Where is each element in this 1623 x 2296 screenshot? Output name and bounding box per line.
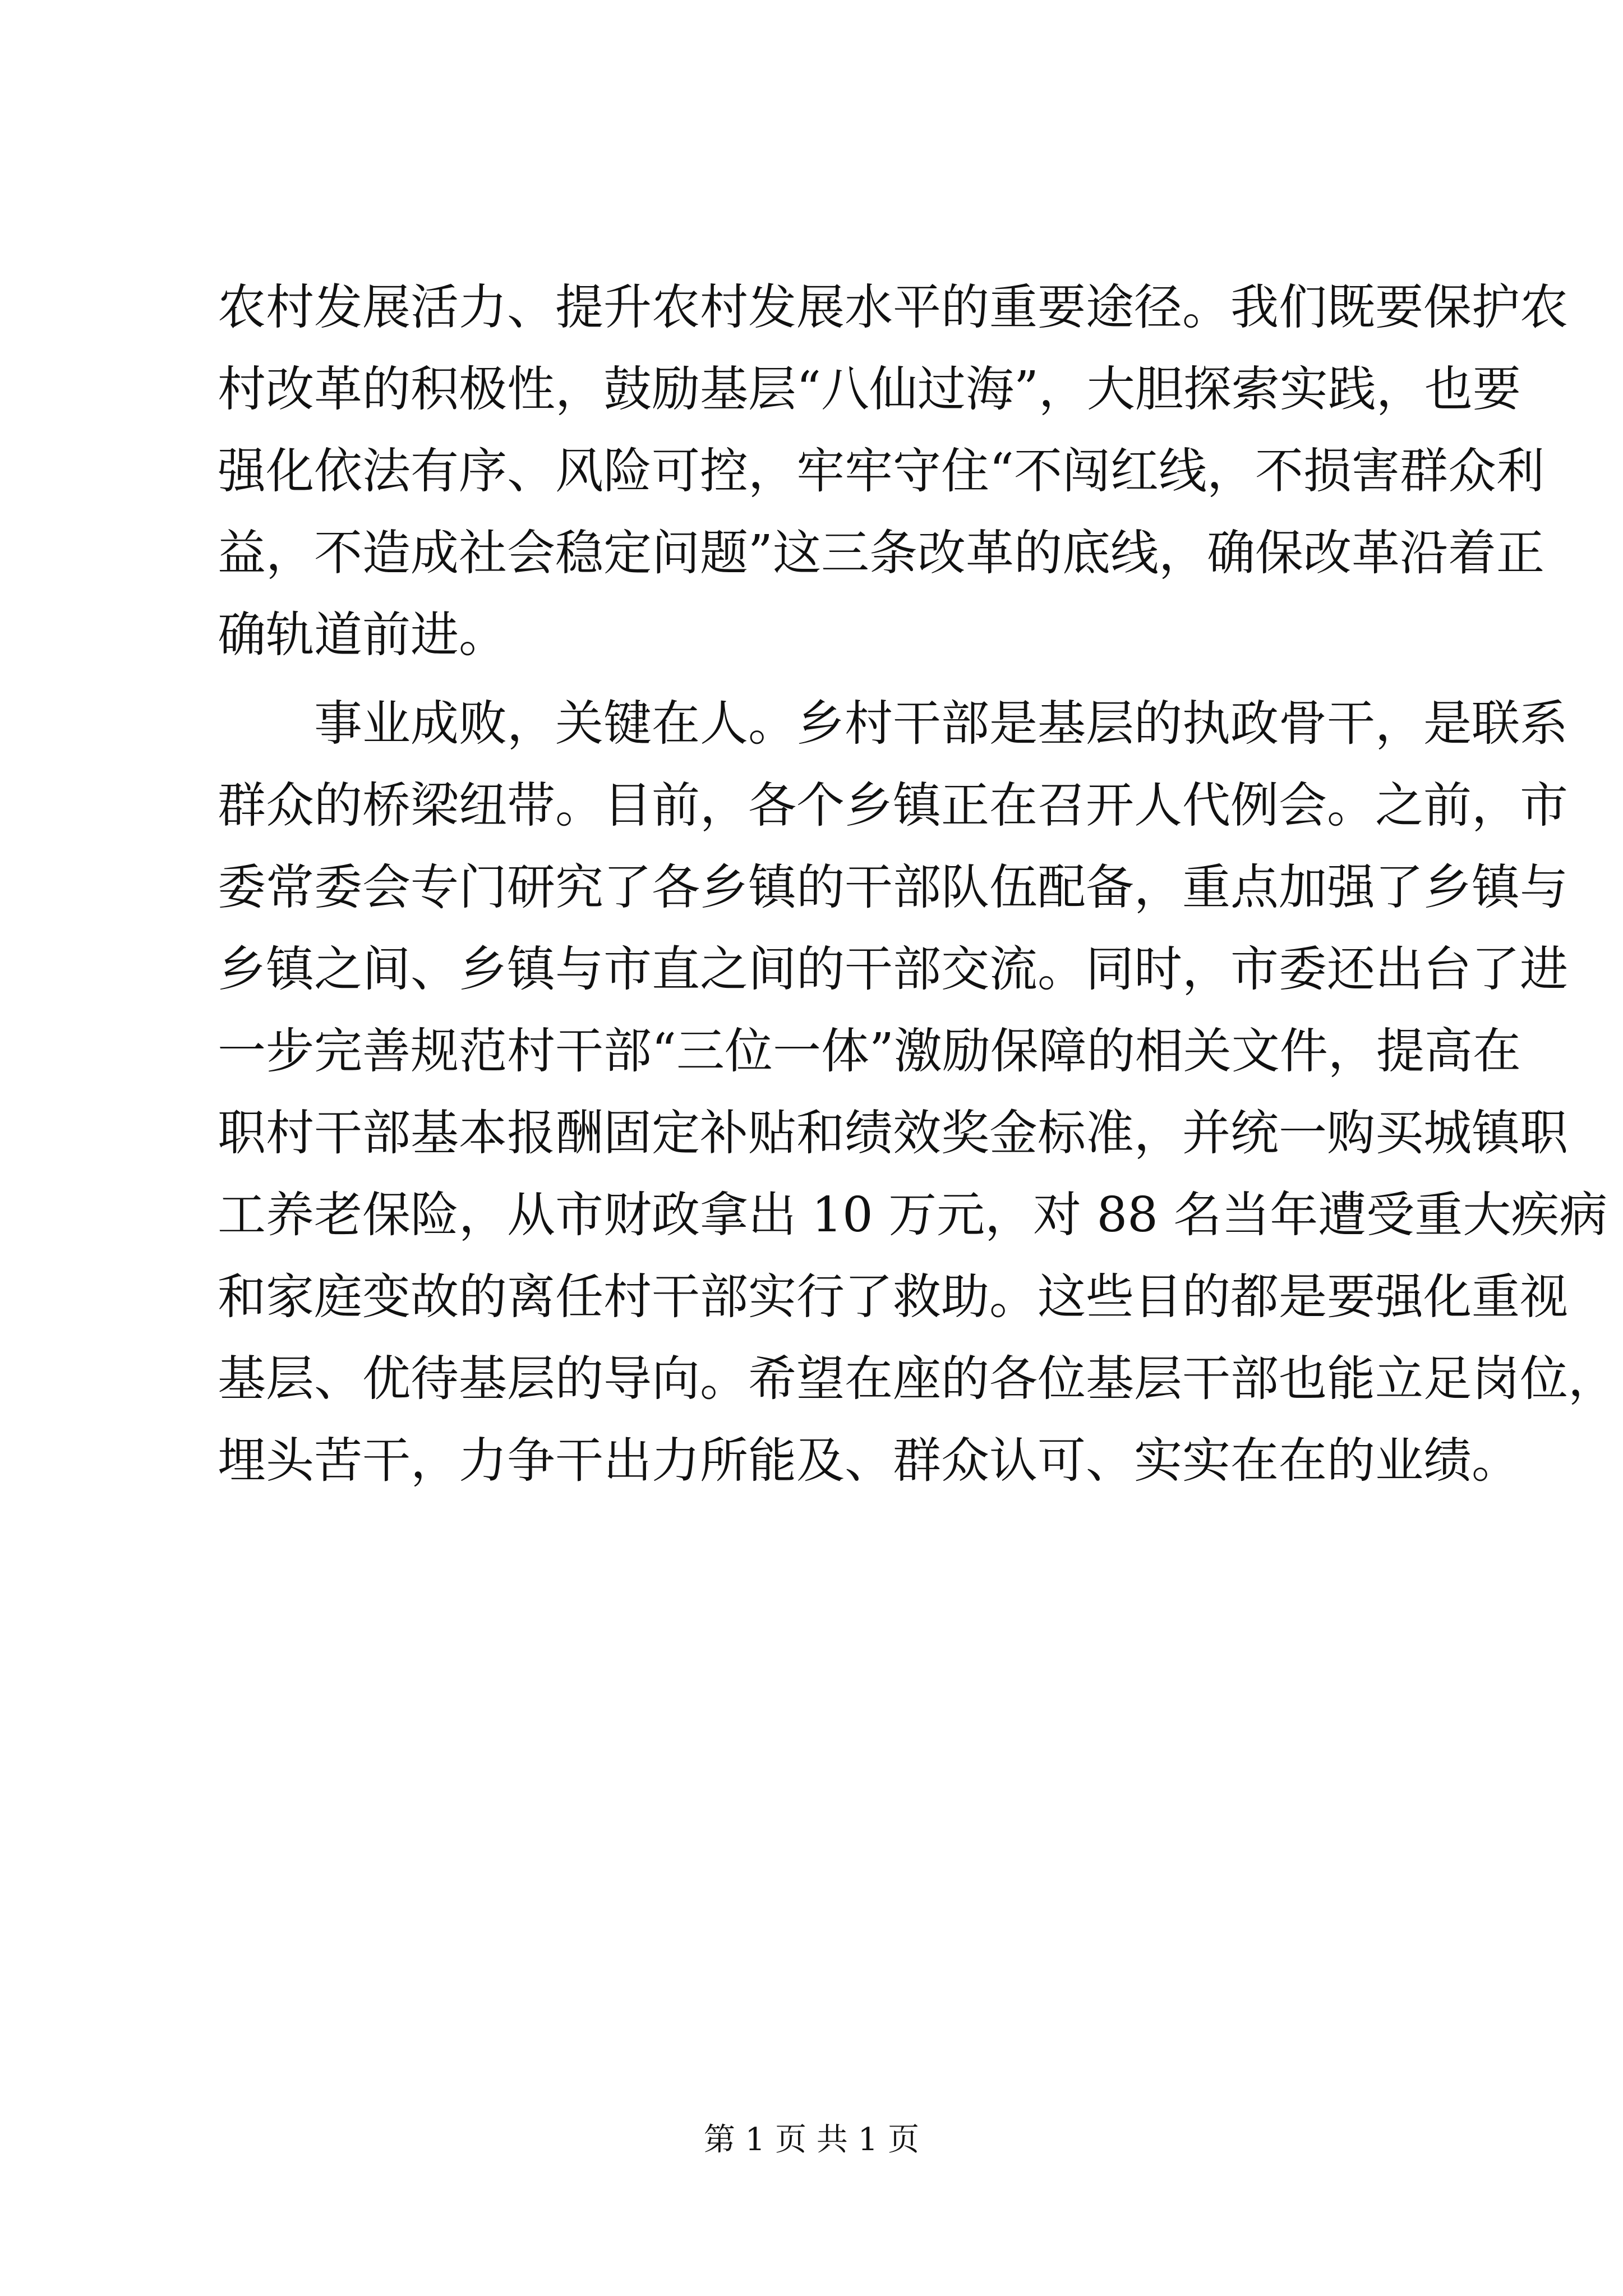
text-line: 乡镇之间、乡镇与市直之间的干部交流。同时，市委还出台了进 — [218, 941, 1568, 997]
paragraph-1 — [218, 266, 1568, 676]
text-line: 事业成败，关键在人。乡村干部是基层的执政骨干，是联系 — [218, 696, 1568, 752]
text-line: 一步完善规范村干部“三位一体”激励保障的相关文件，提高在 — [218, 1023, 1521, 1079]
page-footer — [0, 2118, 1623, 2162]
text-line: 农村发展活力、提升农村发展水平的重要途径。我们既要保护农 — [218, 279, 1568, 335]
text-line: 村改革的积极性，鼓励基层“八仙过海”，大胆探索实践，也要 — [218, 361, 1521, 417]
text-line: 基层、优待基层的导向。希望在座的各位基层干部也能立足岗位， — [218, 1351, 1616, 1407]
text-line: 委常委会专门研究了各乡镇的干部队伍配备，重点加强了乡镇与 — [218, 859, 1568, 915]
text-line: 工养老保险，从市财政拿出 10 万元，对 88 名当年遭受重大疾病 — [218, 1187, 1608, 1243]
text-line: 群众的桥梁纽带。目前，各个乡镇正在召开人代例会。之前，市 — [218, 777, 1568, 834]
text-line: 益，不造成社会稳定问题”这三条改革的底线，确保改革沿着正 — [218, 525, 1544, 581]
text-line: 职村干部基本报酬固定补贴和绩效奖金标准，并统一购买城镇职 — [218, 1105, 1568, 1161]
page-number-label: 第 1 页 共 1 页 — [703, 2122, 920, 2158]
text-line: 强化依法有序、风险可控，牢牢守住“不闯红线，不损害群众利 — [218, 443, 1544, 499]
text-line: 埋头苦干，力争干出力所能及、群众认可、实实在在的业绩。 — [218, 1433, 1520, 1489]
text-line: 确轨道前进。 — [218, 607, 507, 663]
body-text — [218, 266, 1616, 1502]
paragraph-2 — [218, 683, 1616, 1502]
text-line: 和家庭变故的离任村干部实行了救助。这些目的都是要强化重视 — [218, 1269, 1568, 1325]
